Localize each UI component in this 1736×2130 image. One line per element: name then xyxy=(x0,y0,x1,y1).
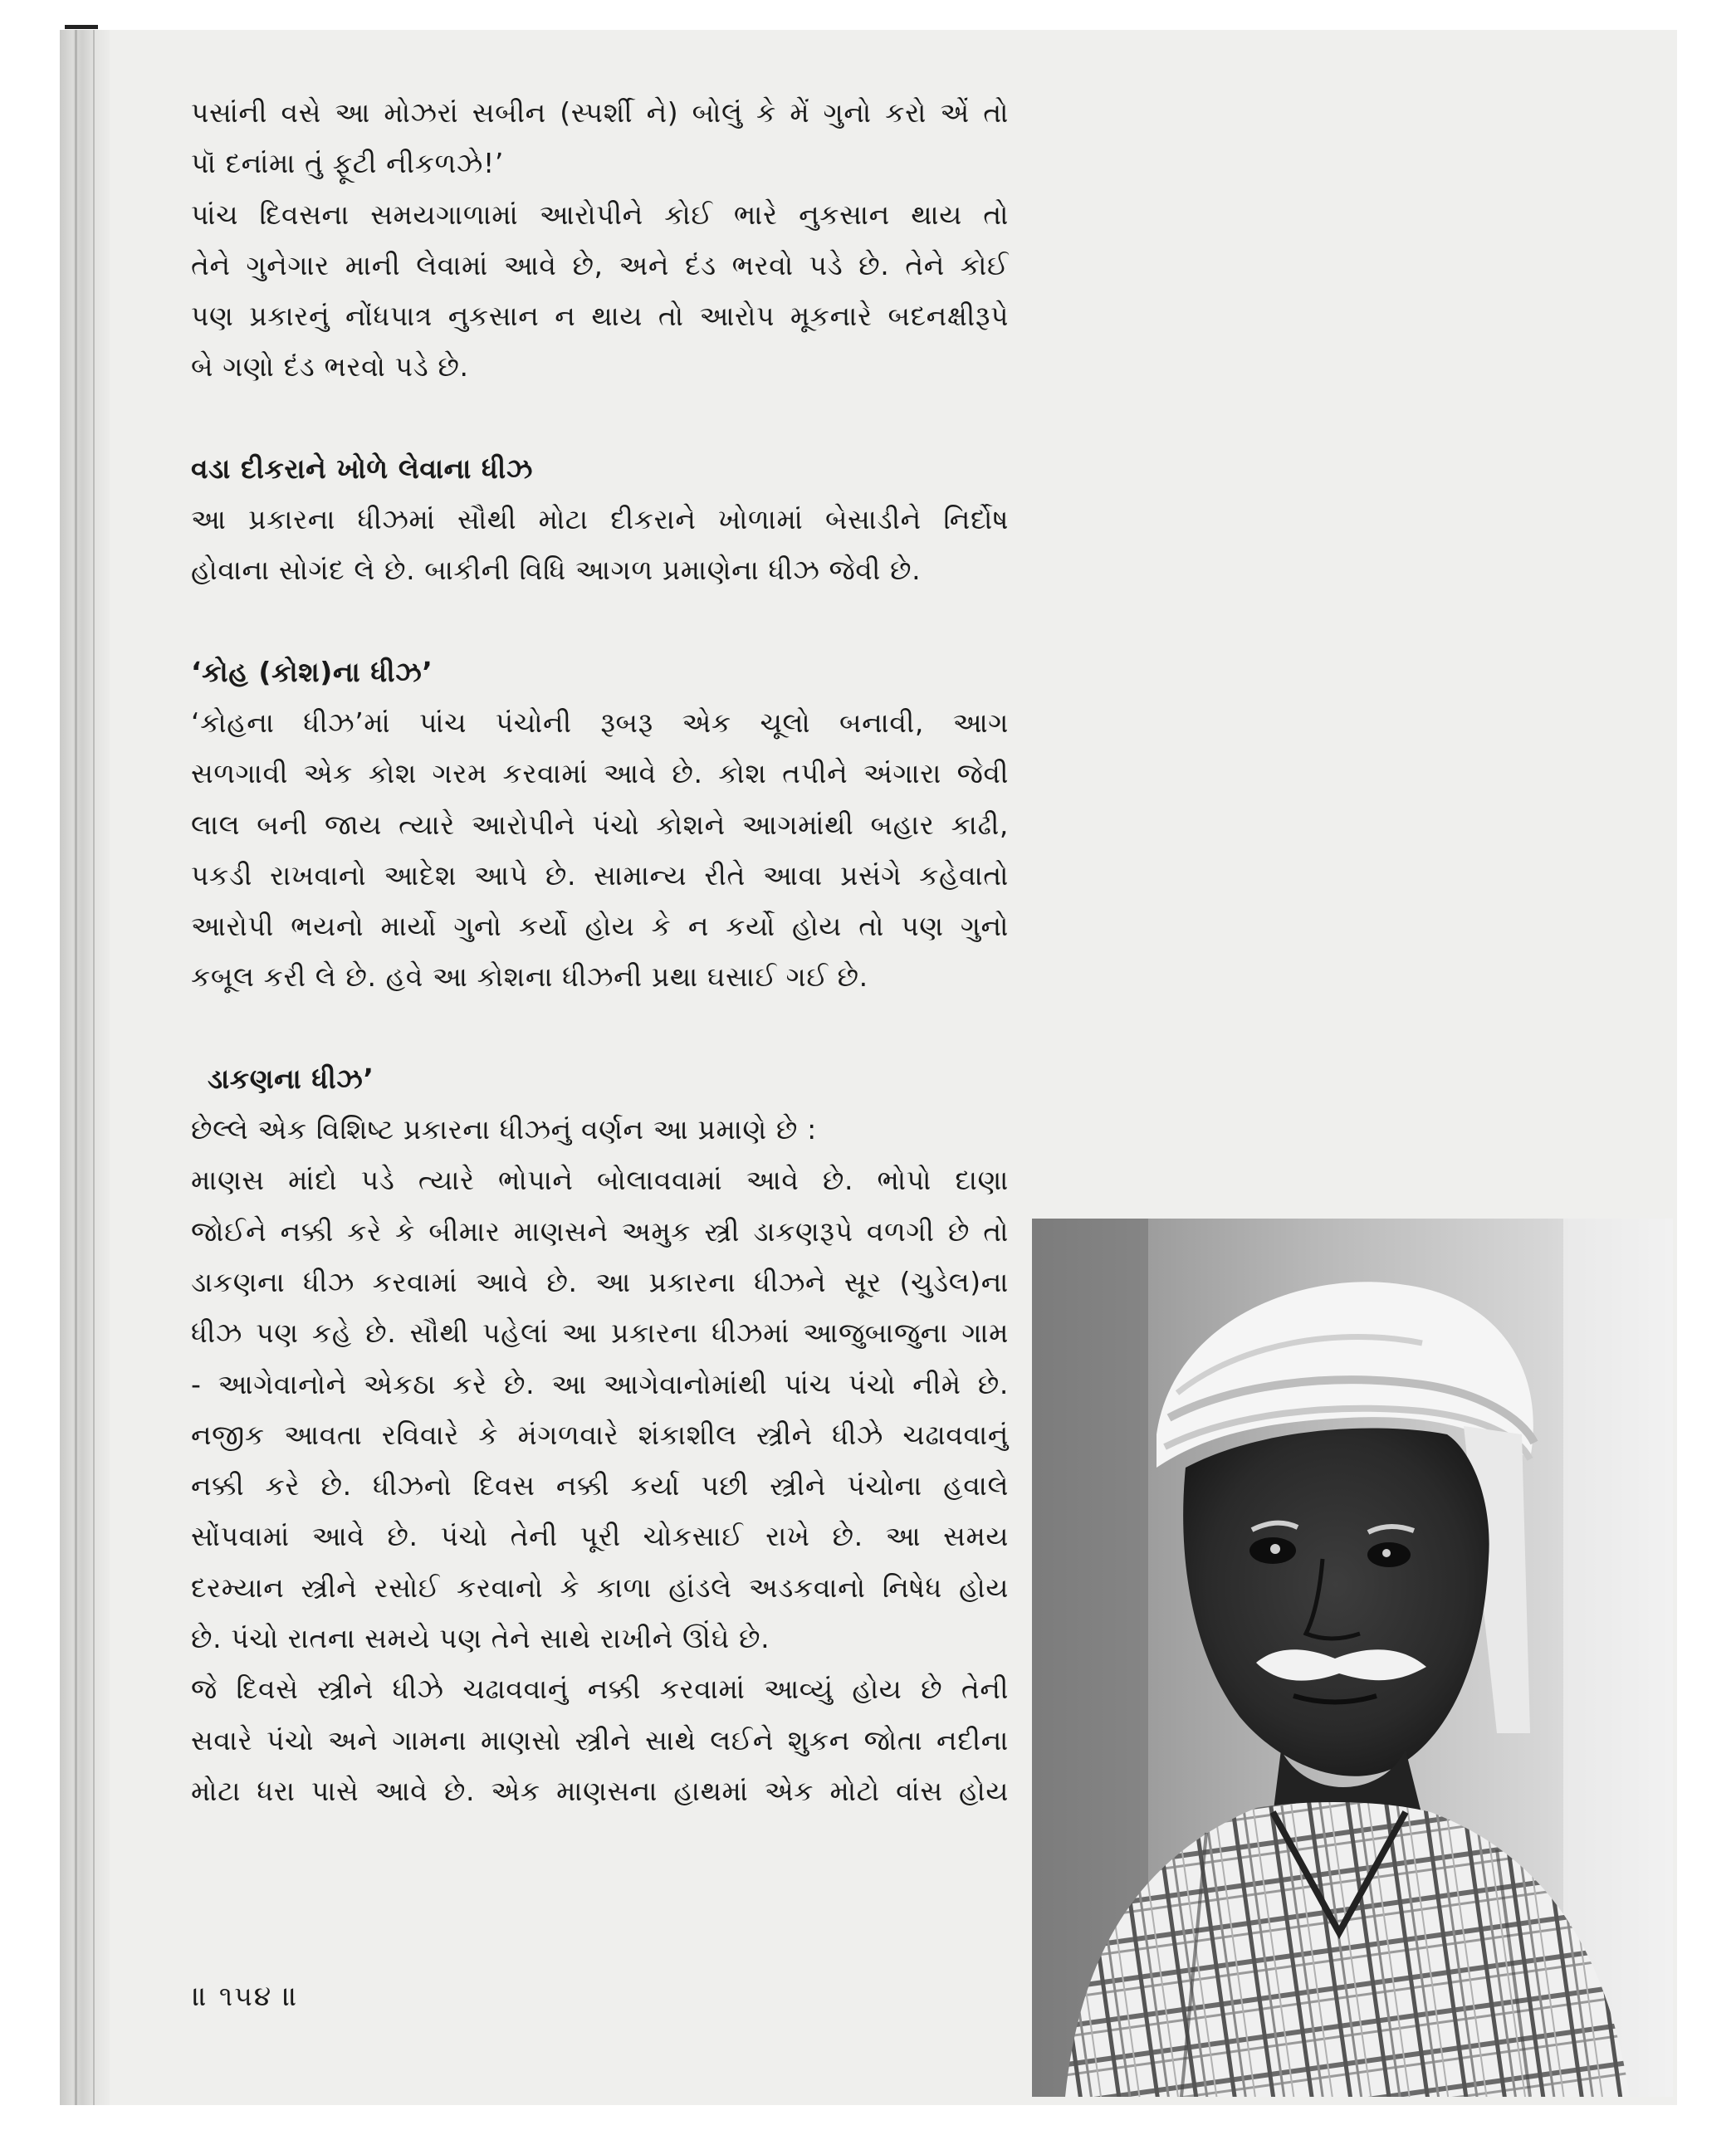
text-line: પાંચ દિવસના સમયગાળામાં આરોપીને કોઈ ભારે નુકસાન થાય તો xyxy=(191,198,1009,231)
section-gap xyxy=(191,393,1009,443)
text-line: માણસ માંદો પડે ત્યારે ભોપાને બોલાવવામાં આવે છે. ભોપો દાણા xyxy=(191,1164,1009,1197)
text-line: બે ગણો દંડ ભરવો પડે છે. xyxy=(191,350,469,383)
paragraph xyxy=(191,87,1009,189)
text-line: ‘કોહના ધીઝ’માં પાંચ પંચોની રૂબરૂ એક ચૂલો બનાવી, આગ xyxy=(191,706,1009,739)
text-line: પસાંની વસે આ મોઝરાં સબીન (સ્પર્શી ને) બોલું કે મેં ગુનો કરો એં તો xyxy=(191,96,1009,129)
text-line: કબૂલ કરી લે છે. હવે આ કોશના ધીઝની પ્રથા ઘસાઈ ગઈ છે. xyxy=(191,960,868,994)
paragraph xyxy=(191,1663,1009,1816)
section-gap xyxy=(191,596,1009,647)
section-gap xyxy=(191,1003,1009,1053)
text-line: ડાકણના ધીઝ કરવામાં આવે છે. આ પ્રકારના ધીઝને સૂર (ચુડેલ)ના xyxy=(191,1265,1009,1298)
text-line: આરોપી ભયનો માર્યો ગુનો કર્યો હોય કે ન કર્યો હોય તો પણ ગુનો xyxy=(191,910,1009,943)
text-line: સળગાવી એક કોશ ગરમ કરવામાં આવે છે. કોશ તપીને અંગારા જેવી xyxy=(191,757,1009,790)
text-line: આ પ્રકારના ધીઝમાં સૌથી મોટા દીકરાને ખોળામાં બેસાડીને નિર્દોષ xyxy=(191,503,1009,536)
corner-mark xyxy=(65,25,98,29)
text-line: સોંપવામાં આવે છે. પંચો તેની પૂરી ચોકસાઈ રાખે છે. આ સમય xyxy=(191,1520,1009,1553)
text-line: પકડી રાખવાનો આદેશ આપે છે. સામાન્ય રીતે આવા પ્રસંગે કહેવાતો xyxy=(191,858,1009,892)
text-line: હોવાના સોગંદ લે છે. બાકીની વિધિ આગળ પ્રમાણેના ધીઝ જેવી છે. xyxy=(191,554,922,587)
page-binding-edge xyxy=(60,30,110,2105)
section-heading: ‘કોહ (કોશ)ના ધીઝ’ xyxy=(191,655,433,688)
paragraph xyxy=(191,189,1009,393)
section-heading: ડાકણના ધીઝ’ xyxy=(208,1062,374,1095)
body-text xyxy=(191,87,1009,1816)
text-line: પૉ દનાંમા તું ફૂટી નીકળઝે!’ xyxy=(191,147,504,180)
text-line: સવારે પંચો અને ગામના માણસો સ્ત્રીને સાથે લઈને શુકન જોતા નદીના xyxy=(191,1723,1009,1756)
paragraph xyxy=(191,1155,1009,1663)
text-line: નક્કી કરે છે. ધીઝનો દિવસ નક્કી કર્યા પછી સ્ત્રીને પંચોના હવાલે xyxy=(191,1469,1009,1502)
portrait-photo xyxy=(1032,1219,1673,2097)
text-line: - આગેવાનોને એકઠા કરે છે. આ આગેવાનોમાંથી પાંચ પંચો નીમે છે. xyxy=(191,1367,1009,1400)
elderly-man-portrait-image xyxy=(1032,1219,1673,2097)
page-number: ॥ ૧૫૪ ॥ xyxy=(193,1980,300,2012)
paragraph xyxy=(191,697,1009,1003)
text-line: છેલ્લે એક વિશિષ્ટ પ્રકારના ધીઝનું વર્ણન આ પ્રમાણે છે : xyxy=(191,1113,817,1146)
text-line: છે. પંચો રાતના સમયે પણ તેને સાથે રાખીને ઊંઘે છે. xyxy=(191,1622,770,1655)
text-line: ધીઝ પણ કહે છે. સૌથી પહેલાં આ પ્રકારના ધીઝમાં આજુબાજુના ગામ xyxy=(191,1317,1009,1350)
text-line: દરમ્યાન સ્ત્રીને રસોઈ કરવાનો કે કાળા હાંડલે અડકવાનો નિષેધ હોય xyxy=(191,1571,1009,1604)
text-line: તેને ગુનેગાર માની લેવામાં આવે છે, અને દંડ ભરવો પડે છે. તેને કોઈ xyxy=(191,248,1009,281)
text-line: જોઈને નક્કી કરે કે બીમાર માણસને અમુક સ્ત્રી ડાકણરૂપે વળગી છે તો xyxy=(191,1214,1009,1248)
section-heading: વડા દીકરાને ખોળે લેવાના ધીઝ xyxy=(191,452,533,485)
text-line: પણ પ્રકારનું નોંધપાત્ર નુકસાન ન થાય તો આરોપ મૂકનારે બદનક્ષીરૂપે xyxy=(191,300,1009,333)
text-line: મોટા ધરા પાસે આવે છે. એક માણસના હાથમાં એક મોટો વાંસ હોય xyxy=(191,1774,1009,1807)
text-line: નજીક આવતા રવિવારે કે મંગળવારે શંકાશીલ સ્ત્રીને ધીઝે ચઢાવવાનું xyxy=(191,1418,1009,1451)
paragraph xyxy=(191,494,1009,596)
text-line: લાલ બની જાય ત્યારે આરોપીને પંચો કોશને આગમાંથી બહાર કાઢી, xyxy=(191,808,1009,841)
text-line: જે દિવસે સ્ત્રીને ધીઝે ચઢાવવાનું નક્કી કરવામાં આવ્યું હોય છે તેની xyxy=(191,1673,1009,1706)
